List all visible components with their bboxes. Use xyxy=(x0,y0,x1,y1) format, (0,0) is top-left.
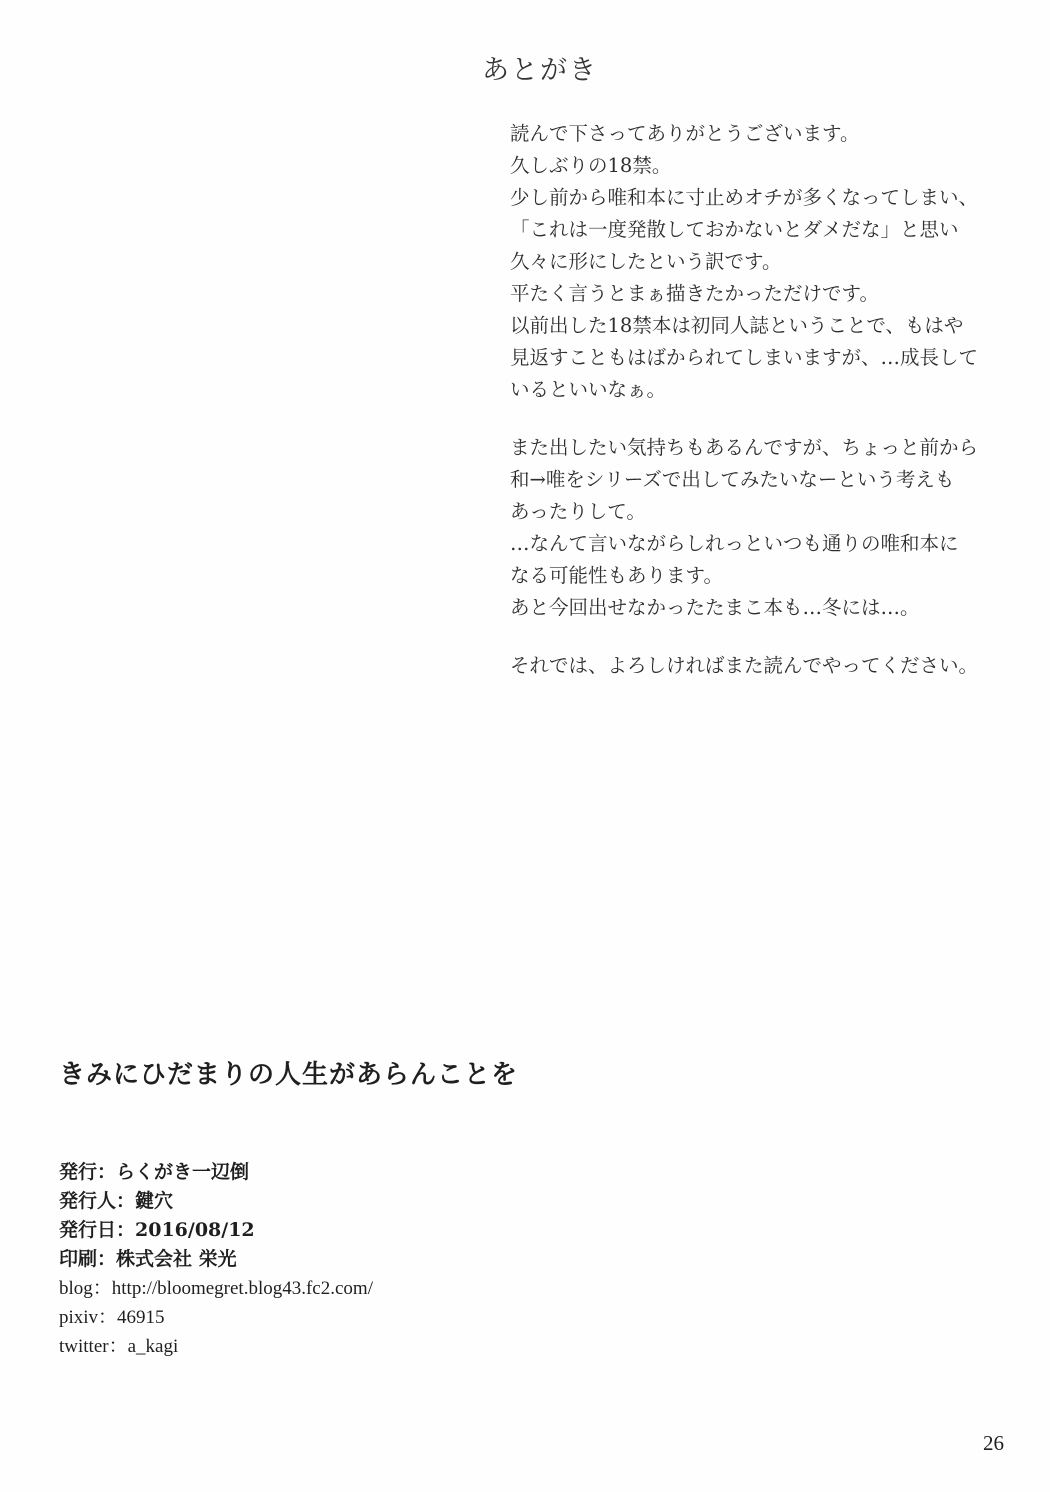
afterword-line: 久しぶりの18禁。 xyxy=(510,154,672,177)
afterword-line: 少し前から唯和本に寸止めオチが多くなってしまい、 xyxy=(510,186,979,209)
afterword-line: 久々に形にしたという訳です。 xyxy=(510,250,782,273)
afterword-line: あったりして。 xyxy=(510,500,646,523)
afterword-line: なる可能性もあります。 xyxy=(510,564,723,587)
colophon-row-printer: 印刷：株式会社 栄光 xyxy=(59,1248,237,1270)
page-number: 26 xyxy=(983,1431,1004,1455)
afterword-line: 和→唯をシリーズで出してみたいなーという考えも xyxy=(510,468,955,491)
afterword-paragraph xyxy=(510,650,1030,682)
afterword-line: 「これは一度発散しておかないとダメだな」と思い xyxy=(510,218,959,241)
book-title: きみにひだまりの人生があらんことを xyxy=(59,1060,519,1090)
colophon-row-publisher: 発行：らくがき一辺倒 xyxy=(59,1161,250,1183)
afterword-body xyxy=(510,118,1030,682)
afterword-line: あと今回出せなかったたまこ本も…冬には…。 xyxy=(510,596,920,619)
colophon-row-blog: blog：http://bloomegret.blog43.fc2.com/ xyxy=(59,1278,373,1299)
colophon-row-date: 発行日：2016/08/12 xyxy=(59,1219,255,1241)
afterword-line: いるといいなぁ。 xyxy=(510,378,667,401)
afterword-line: また出したい気持ちもあるんですが、ちょっと前から xyxy=(510,436,979,459)
afterword-line: …なんて言いながらしれっといつも通りの唯和本に xyxy=(510,532,959,555)
afterword-paragraph xyxy=(510,432,1030,624)
afterword-line: 以前出した18禁本は初同人誌ということで、もはや xyxy=(510,314,964,337)
afterword-line: 平たく言うとまぁ描きたかっただけです。 xyxy=(510,282,879,305)
afterword-line: 読んで下さってありがとうございます。 xyxy=(510,122,860,145)
afterword-line: それでは、よろしければまた読んでやってください。 xyxy=(510,654,979,677)
afterword-line: 見返すこともはばかられてしまいますが、…成長して xyxy=(510,346,979,369)
afterword-paragraph xyxy=(510,118,1030,406)
colophon-info xyxy=(59,1158,373,1361)
colophon-row-twitter: twitter：a_kagi xyxy=(59,1336,179,1357)
colophon-row-author: 発行人：鍵穴 xyxy=(59,1190,174,1212)
afterword-heading: あとがき xyxy=(482,55,598,86)
colophon-row-pixiv: pixiv：46915 xyxy=(59,1307,165,1328)
